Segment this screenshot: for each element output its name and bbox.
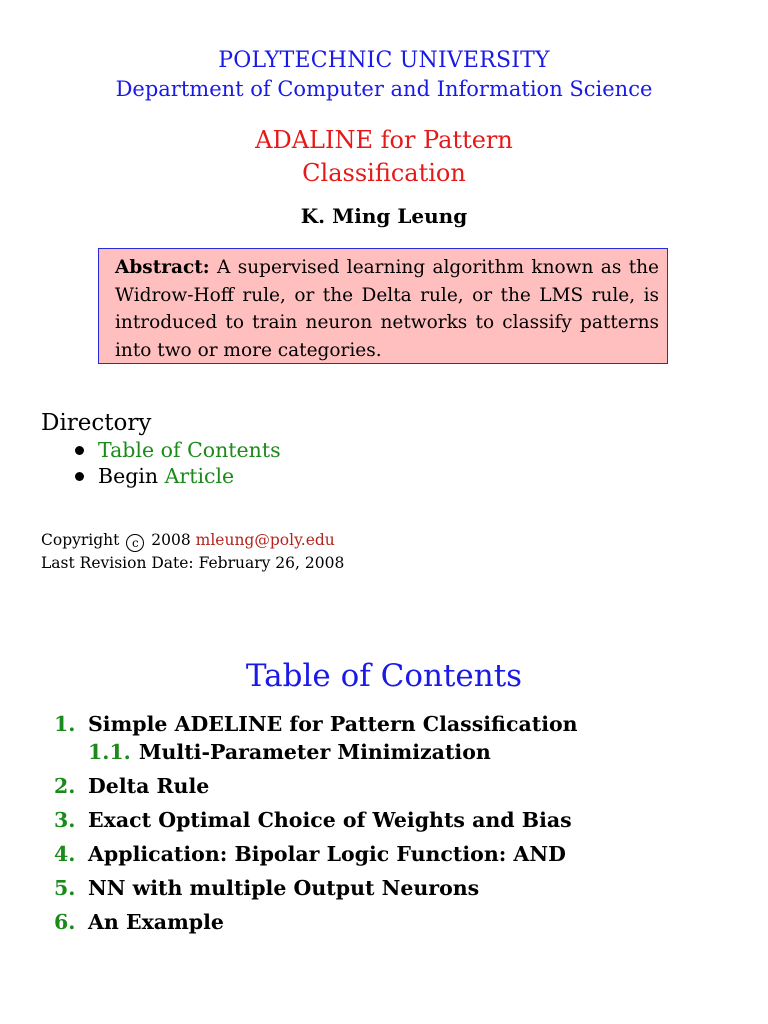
toc-title: Table of Contents [245,658,523,694]
directory-item-article [70,464,281,490]
directory-list [70,438,281,489]
toc-item-label: Exact Optimal Choice of Weights and Bias [88,808,572,832]
toc-item-label: Application: Bipolar Logic Function: AND [88,842,566,866]
toc-link[interactable]: Table of Contents [98,438,281,462]
toc-item[interactable] [54,908,578,942]
copyright-line [41,529,344,552]
copyright-prefix: Copyright [41,531,120,549]
department-name: Department of Computer and Information Science [115,77,653,101]
toc-item-label: NN with multiple Output Neurons [88,876,480,900]
toc-item[interactable] [54,840,578,874]
copyright-icon: c [126,534,144,552]
directory-item-toc [70,438,281,464]
begin-label: Begin [98,463,159,488]
toc-item-number: 4. [54,842,76,866]
revision-date: Last Revision Date: February 26, 2008 [41,554,345,572]
toc-list [54,710,578,942]
directory-heading: Directory [41,410,152,436]
university-name: POLYTECHNIC UNIVERSITY [218,48,550,73]
toc-item[interactable] [54,874,578,908]
toc-item-label: Delta Rule [88,774,210,798]
toc-item[interactable] [54,772,578,806]
toc-item-label: Simple ADELINE for Pattern Classification [88,712,578,736]
toc-item-number: 5. [54,876,76,900]
copyright-block [41,529,344,574]
toc-subitem[interactable] [54,738,578,772]
author-name: K. Ming Leung [300,204,468,228]
bullet-icon [75,446,84,455]
toc-item-label: An Example [88,910,224,934]
copyright-year: 2008 [151,531,191,549]
toc-item[interactable] [54,806,578,840]
article-link[interactable]: Article [164,463,235,488]
abstract-box [98,248,668,364]
toc-item-number: 2. [54,774,76,798]
email-link[interactable]: mleung@poly.edu [195,531,335,549]
title-line-2: Classification [302,159,466,187]
abstract-text: A supervised learning algorithm known as the Widrow-Hoff rule, or the Delta rule, or the LMS rule, is introduced to train neuron networks to classify patterns into two or more categories. [115,257,659,361]
toc-item-number: 1.1. [88,740,131,764]
toc-item-number: 1. [54,712,76,736]
title-line-1: ADALINE for Pattern [255,126,513,154]
toc-item-label: Multi-Parameter Minimization [138,740,491,764]
toc-item-number: 6. [54,910,76,934]
bullet-icon [75,472,84,481]
document-title [0,124,768,190]
toc-item-number: 3. [54,808,76,832]
abstract-label: Abstract: [115,257,210,278]
